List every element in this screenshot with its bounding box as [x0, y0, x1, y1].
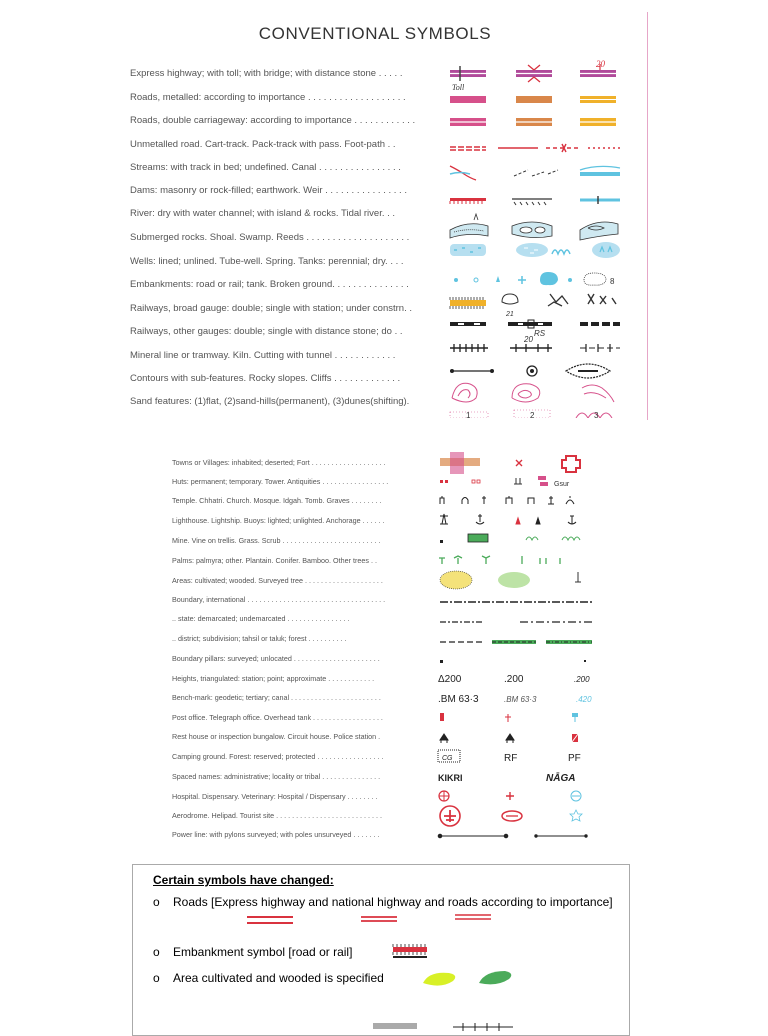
legend-row: Post office. Telegraph office. Overhead tank . . . . . . . . . . . . . . . . . . — [172, 713, 383, 722]
mineral-line-symbol — [450, 364, 610, 378]
legend-row: Boundary pillars: surveyed; unlocated . . . . . . . . . . . . . . . . . . . . . . — [172, 654, 380, 663]
legend-row: Mineral line or tramway. Kiln. Cutting with tunnel . . . . . . . . . . . . — [130, 350, 396, 361]
unmetalled-road-symbol — [450, 144, 620, 152]
dams-symbol — [450, 196, 620, 205]
change-item-area — [153, 971, 384, 985]
embankment-number-label: 21 — [506, 311, 514, 318]
station-label: RS — [534, 329, 546, 338]
boundary-symbols — [440, 602, 592, 642]
panel-title: CONVENTIONAL SYMBOLS — [258, 24, 492, 43]
legend-row: Sand features: (1)flat, (2)sand-hills(permanent), (3)dunes(shifting). — [130, 396, 410, 407]
areas-symbols — [440, 571, 581, 589]
change-item-text: Embankment symbol [road or rail] — [173, 945, 353, 959]
legend-row: Roads, metalled: according to importance . . . . . . . . . . . . . . . . . . . — [130, 92, 406, 103]
conventional-symbols-graphics — [448, 58, 648, 418]
rest-house-symbols — [440, 734, 578, 743]
area-change-sample — [417, 967, 527, 989]
antiquities-label: Gsur — [554, 481, 570, 488]
other-gauge-distance-label: 20 — [524, 335, 533, 344]
express-highway-symbol — [450, 64, 616, 82]
submerged-symbol — [450, 242, 620, 258]
sand-label-1: 1 — [466, 411, 471, 418]
boundary-pillars-symbol — [440, 660, 586, 663]
benchmark-canal-label: .420 — [576, 695, 592, 704]
aerodrome-symbols — [440, 806, 582, 826]
change-item-text: Roads [Express highway and national highway and roads according to importance] — [173, 895, 613, 909]
legend-row: Contours with sub-features. Rocky slopes. Cliffs . . . . . . . . . . . . . — [130, 373, 401, 384]
change-item-text: Area cultivated and wooded is specified — [173, 971, 384, 985]
legend-row: Wells: lined; unlined. Tube-well. Spring. Tanks: perennial; dry. . . . — [130, 256, 404, 267]
bullet: o — [153, 945, 160, 959]
legend-row: Power line: with pylons surveyed; with poles unsurveyed . . . . . . . — [172, 830, 380, 839]
legend-row: Mine. Vine on trellis. Grass. Scrub . . . . . . . . . . . . . . . . . . . . . . . . . — [172, 536, 381, 545]
palms-symbols — [439, 556, 560, 564]
legend-row: Railways, other gauges: double; single with distance stone; do . . — [130, 326, 403, 337]
double-carriageway-symbol — [450, 118, 616, 126]
legend-row: Bench-mark: geodetic; tertiary; canal . . . . . . . . . . . . . . . . . . . . . . . — [172, 693, 381, 702]
hospital-symbols — [439, 791, 581, 801]
huts-symbol — [440, 476, 548, 486]
embankment-change-sample — [391, 941, 431, 963]
height-point-label: .200 — [504, 674, 524, 685]
temple-symbols — [440, 496, 574, 504]
legend-row: Spaced names: administrative; locality or tribal . . . . . . . . . . . . . . . — [172, 772, 381, 781]
sand-label-2: 2 — [530, 411, 535, 418]
legend-row: Huts: permanent; temporary. Tower. Antiquities . . . . . . . . . . . . . . . . . — [172, 477, 389, 486]
sand-label-3: 3 — [594, 411, 599, 418]
conventional-symbols-panel — [105, 12, 648, 420]
contours-symbol — [452, 383, 614, 402]
cut-off-change-row — [153, 1019, 613, 1033]
river-symbol — [450, 214, 618, 240]
roads-change-sample — [243, 911, 603, 931]
post-office-symbols — [440, 713, 578, 722]
legend-row: Temple. Chhatri. Church. Mosque. Idgah. Tomb. Graves . . . . . . . . — [172, 496, 382, 505]
legend-row: Railways, broad gauge: double; single with station; under constrn. . — [130, 303, 412, 314]
legend-row: Embankments: road or rail; tank. Broken ground. . . . . . . . . . . . . . . — [130, 279, 409, 290]
change-item-roads — [153, 895, 613, 909]
tribal-name-label: NĀGA — [546, 773, 576, 784]
camping-ground-label: CG — [442, 755, 453, 762]
legend-row: Palms: palmyra; other. Plantain. Conifer. Bamboo. Other trees . . — [172, 556, 377, 565]
legend-row: Hospital. Dispensary. Veterinary: Hospital / Dispensary . . . . . . . . — [172, 792, 378, 801]
other-gauge-symbol — [450, 344, 620, 352]
legend-row: Heights, triangulated: station; point; approximate . . . . . . . . . . . . — [172, 674, 375, 683]
wells-symbol — [454, 272, 606, 285]
legend-row: Express highway; with toll; with bridge; with distance stone . . . . . — [130, 68, 403, 79]
legend-row: Towns or Villages: inhabited; deserted; Fort . . . . . . . . . . . . . . . . . . . — [172, 458, 386, 467]
legend-row: Rest house or inspection bungalow. Circuit house. Police station . — [172, 732, 381, 741]
legend-row: Lighthouse. Lightship. Buoys: lighted; unlighted. Anchorage . . . . . . — [172, 516, 385, 525]
legend-row: Dams: masonry or rock-filled; earthwork. Weir . . . . . . . . . . . . . . . . — [130, 185, 407, 196]
change-item-embankment — [153, 945, 352, 959]
towns-symbol — [440, 452, 580, 474]
distance-label: 20 — [596, 59, 605, 69]
wells-number-label: 8 — [610, 277, 615, 286]
lighthouse-symbols — [440, 514, 576, 524]
legend-row: .. district; subdivision; tahsil or taluk; forest . . . . . . . . . . — [172, 634, 347, 643]
legend-row: Unmetalled road. Cart-track. Pack-track with pass. Foot-path . . — [130, 139, 396, 150]
legend-row: Streams: with track in bed; undefined. Canal . . . . . . . . . . . . . . . . — [130, 162, 401, 173]
metalled-road-symbol — [450, 96, 616, 103]
additional-symbols-graphics — [436, 452, 596, 844]
benchmark-geodetic-label: .BM 63·3 — [438, 694, 479, 705]
height-station-label: Δ200 — [438, 674, 462, 685]
bullet: o — [153, 895, 160, 909]
legend-row: Aerodrome. Helipad. Tourist site . . . . . . . . . . . . . . . . . . . . . . . . . . . — [172, 811, 382, 820]
administrative-name-label: KIKRI — [438, 773, 463, 783]
legend-row: River: dry with water channel; with island & rocks. Tidal river. . . — [130, 208, 396, 219]
legend-row: .. state: demarcated; undemarcated . . . . . . . . . . . . . . . . — [172, 614, 350, 623]
embankment-symbol — [450, 294, 616, 309]
height-approx-label: .200 — [574, 675, 590, 684]
streams-symbol — [450, 166, 620, 180]
toll-label: Toll — [452, 83, 465, 92]
changes-note-box — [132, 864, 630, 1036]
bullet: o — [153, 971, 160, 985]
broad-gauge-symbol — [450, 320, 620, 328]
benchmark-tertiary-label: .BM 63·3 — [504, 695, 537, 704]
legend-row: Boundary, international . . . . . . . . . . . . . . . . . . . . . . . . . . . . . . . . . . . — [172, 595, 386, 604]
legend-row: Roads, double carriageway: according to importance . . . . . . . . . . . . — [130, 115, 416, 126]
legend-row: Camping ground. Forest: reserved; protected . . . . . . . . . . . . . . . . . — [172, 752, 384, 761]
mine-vine-symbols — [440, 534, 580, 543]
legend-row: Areas: cultivated; wooded. Surveyed tree . . . . . . . . . . . . . . . . . . . . — [172, 576, 383, 585]
additional-symbols-panel — [160, 452, 600, 844]
forest-reserved-label: RF — [504, 753, 518, 764]
forest-protected-label: PF — [568, 753, 581, 764]
power-line-symbol — [438, 834, 587, 838]
changes-heading: Certain symbols have changed: — [153, 873, 334, 887]
legend-row: Submerged rocks. Shoal. Swamp. Reeds . . . . . . . . . . . . . . . . . . . . — [130, 232, 410, 243]
